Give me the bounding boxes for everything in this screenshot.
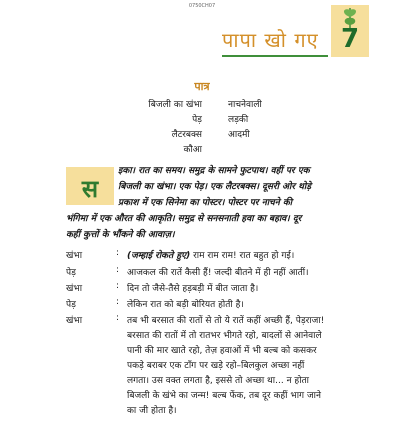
colon: : (116, 281, 120, 291)
colon: : (116, 297, 120, 307)
dialogue-line: बिजली के खंभे का जन्म! बल्ब फेंक, तब दूर कहीं भाग जाने (127, 391, 321, 401)
cast-item: नाचनेवाली (228, 100, 262, 110)
dialogue-line: लगता। उस वक्त लगता है, इससे तो अच्छा था... न होता (127, 376, 310, 386)
speaker-name: पेड़ (66, 300, 76, 310)
cast-item: बिजली का खंभा (148, 100, 202, 110)
stage-direction-line: इका। रात का समय। समुद्र के सामने फुटपाथ। वहीं पर एक (118, 166, 310, 176)
dialogue-text: राम राम राम! रात बहुत हो गई। (193, 251, 295, 261)
dialogue-line: पकड़े बराबर एक टाँग पर खड़े रहो–बिलकुल अच्छा नहीं (127, 361, 305, 371)
colon: : (116, 248, 120, 258)
stage-direction-line: प्रकाश में एक सिनेमा का पोस्टर। पोस्टर पर नाचने की (118, 198, 293, 208)
dialogue-line: दिन तो जैसे-तैसे हड़बड़ी में बीत जाता है। (127, 284, 259, 294)
cast-item: आदमी (228, 130, 250, 140)
stage-direction-line: भंगिमा में एक औरत की आकृति। समुद्र से सनसनाती हवा का बहाव। दूर (66, 214, 302, 224)
drop-cap: स (81, 175, 99, 203)
cast-item: पेड़ (192, 115, 202, 125)
dialogue-line: का जी होता है। (127, 406, 177, 416)
speaker-name: खंभा (66, 284, 83, 294)
stage-direction-line: बिजली का खंभा। एक पेड़। एक लैटरबक्स। दूसरी ओर थोड़े (118, 182, 312, 192)
dialogue-line: लेकिन रात को बड़ी बोरियत होती है। (127, 300, 244, 310)
speaker-name: खंभा (66, 251, 83, 261)
dialogue-line: पानी की मार खाते रहो, तेज़ हवाओं में भी बल्ब को कसकर (127, 346, 317, 356)
speaker-name: पेड़ (66, 268, 76, 278)
direction: (जम्हाई रोकते हुए) (127, 251, 191, 261)
dialogue-line: तब भी बरसात की रातों से तो ये रातें कहीं अच्छी हैं, पेड़राजा! (127, 316, 325, 326)
speaker-name: खंभा (66, 316, 83, 326)
dialogue-line: बरसात की रातों में तो रातभर भीगते रहो, बादलों से आनेवाले (127, 331, 322, 341)
cast-item: लड़की (228, 115, 249, 125)
page-code: 0750CH07 (188, 3, 216, 9)
chapter-title: पापा खो गए (222, 28, 319, 52)
colon: : (116, 313, 120, 323)
colon: : (116, 265, 120, 275)
dialogue-line: आजकल की रातें कैसी हैं! जल्दी बीतने में ही नहीं आतीं। (127, 268, 309, 278)
title-underline (222, 55, 328, 57)
stage-direction-line: कहीं कुत्तों के भौंकने की आवाज़। (66, 230, 175, 240)
dialogue-line (127, 248, 294, 261)
chapter-number: 7 (340, 24, 360, 54)
cast-heading: पात्र (194, 80, 210, 93)
cast-item: कौआ (183, 145, 202, 155)
cast-item: लैटरबक्स (171, 130, 202, 140)
